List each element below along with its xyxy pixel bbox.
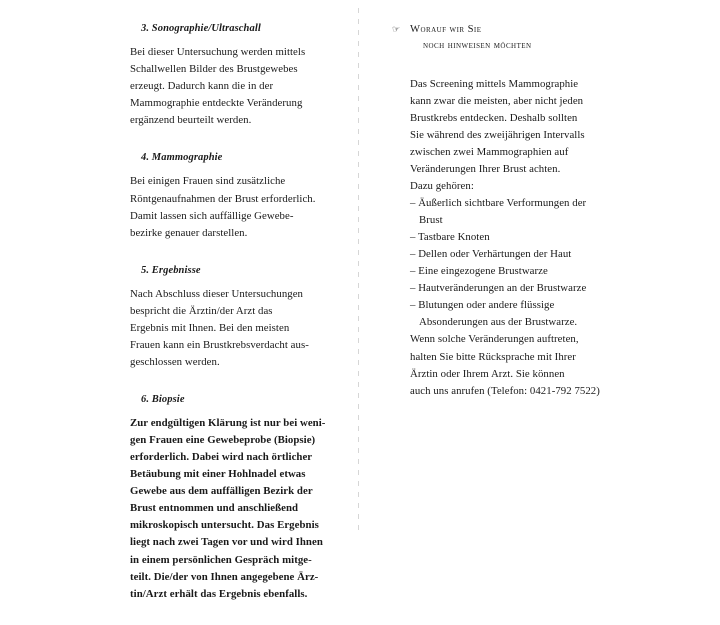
section-heading: 5. Ergebnisse xyxy=(141,264,201,276)
list-item: – Hautveränderungen an der Brustwarze xyxy=(410,282,587,295)
text-line: erzeugt. Dadurch kann die in der xyxy=(130,80,274,93)
text-line: Zur endgültigen Klärung ist nur bei weni- xyxy=(130,417,326,430)
text-line: geschlossen werden. xyxy=(130,355,220,368)
section-ergebnisse xyxy=(130,264,324,371)
text-line: Schallwellen Bilder des Brustgewebes xyxy=(130,63,298,76)
text-line: Brust entnommen und anschließend xyxy=(130,502,299,515)
right-column-body xyxy=(410,76,660,400)
left-column xyxy=(0,0,358,625)
section-sonographie xyxy=(130,22,324,129)
text-line: tin/Arzt erhält das Ergebnis ebenfalls. xyxy=(130,587,308,600)
text-line: Nach Abschluss dieser Untersuchungen xyxy=(130,287,304,300)
section-heading: 3. Sonographie/Ultraschall xyxy=(141,23,261,34)
text-line: mikroskopisch untersucht. Das Ergebnis xyxy=(130,519,319,532)
text-line: gen Frauen eine Gewebeprobe (Biopsie) xyxy=(130,434,316,447)
section-body xyxy=(130,173,324,241)
text-line: Betäubung mit einer Hohlnadel etwas xyxy=(130,468,306,481)
text-line: halten Sie bitte Rücksprache mit Ihrer xyxy=(410,350,576,363)
section-biopsie xyxy=(130,393,324,603)
text-line: zwischen zwei Mammographien auf xyxy=(410,145,569,158)
text-line: Gewebe aus dem auffälligen Bezirk der xyxy=(130,485,313,498)
text-line: bespricht die Ärztin/der Arzt das xyxy=(130,304,273,317)
text-line: erforderlich. Dabei wird nach örtlicher xyxy=(130,451,313,464)
list-item: – Äußerlich sichtbare Verformungen der xyxy=(410,197,587,210)
text-line: Ärztin oder Ihrem Arzt. Sie können xyxy=(410,367,565,380)
text-line: Das Screening mittels Mammographie xyxy=(410,77,579,90)
text-line: ergänzend beurteilt werden. xyxy=(130,114,252,127)
text-line: Bei einigen Frauen sind zusätzliche xyxy=(130,175,286,188)
text-line: Wenn solche Veränderungen auftreten, xyxy=(410,333,579,346)
text-line: Damit lassen sich auffällige Gewebe- xyxy=(130,209,294,222)
text-line: Veränderungen Ihrer Brust achten. xyxy=(410,163,561,176)
text-line: auch uns anrufen (Telefon: 0421-792 7522) xyxy=(410,384,600,397)
list-item: – Dellen oder Verhärtungen der Haut xyxy=(410,248,572,261)
text-line: Brustkrebs entdecken. Deshalb sollten xyxy=(410,111,578,124)
text-line: Sie während des zweijährigen Intervalls xyxy=(410,128,585,141)
section-body xyxy=(130,286,324,371)
right-column-heading xyxy=(392,22,660,54)
text-line: Röntgenaufnahmen der Brust erforderlich. xyxy=(130,192,316,205)
text-line: Frauen kann ein Brustkrebsverdacht aus- xyxy=(130,338,309,351)
text-line: bezirke genauer darstellen. xyxy=(130,226,248,239)
text-line: in einem persönlichen Gespräch mitge- xyxy=(130,553,312,566)
section-mammographie xyxy=(130,151,324,241)
text-line: Dazu gehören: xyxy=(410,180,474,193)
list-item: Brust xyxy=(419,214,443,227)
text-line: liegt nach zwei Tagen vor und wird Ihnen xyxy=(130,536,323,549)
section-body xyxy=(130,44,324,129)
text-line: Ergebnis mit Ihnen. Bei den meisten xyxy=(130,321,290,334)
text-line: teilt. Die/der von Ihnen angegebene Ärz- xyxy=(130,570,319,583)
section-body xyxy=(130,415,324,603)
right-column xyxy=(358,0,720,400)
list-item: – Eine eingezogene Brustwarze xyxy=(410,265,548,278)
list-item: – Blutungen oder andere flüssige xyxy=(410,299,555,312)
heading-line-1: Worauf wir Sie xyxy=(410,24,482,35)
text-line: kann zwar die meisten, aber nicht jeden xyxy=(410,94,584,107)
list-item: – Tastbare Knoten xyxy=(410,231,490,244)
section-heading: 6. Biopsie xyxy=(141,394,185,406)
pointing-hand-icon: ☞ xyxy=(392,24,401,34)
text-line: Mammographie entdeckte Veränderung xyxy=(130,97,303,110)
text-line: Bei dieser Untersuchung werden mittels xyxy=(130,46,306,59)
warning-signs-list xyxy=(410,195,660,331)
list-item: Absonderungen aus der Brustwarze. xyxy=(419,316,578,329)
section-heading: 4. Mammographie xyxy=(141,152,223,164)
heading-line-2: noch hinweisen möchten xyxy=(423,39,532,51)
